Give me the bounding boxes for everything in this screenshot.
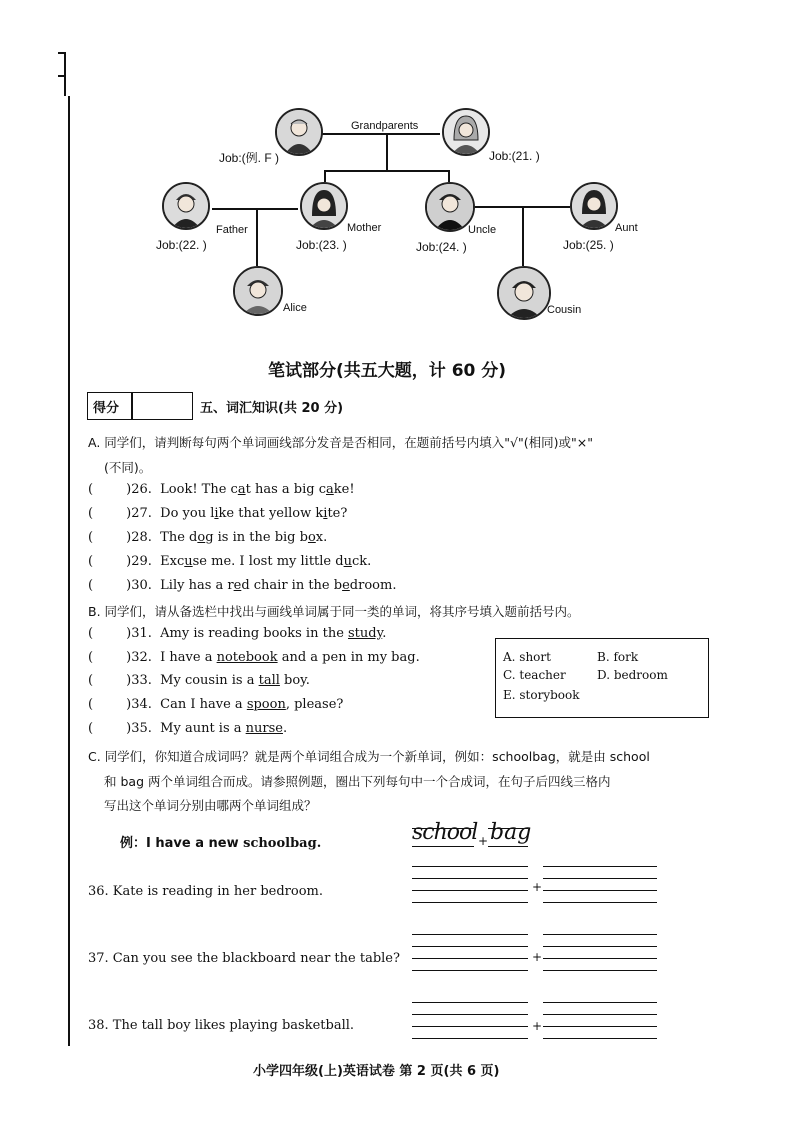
- example-sentence: 例：I have a new schoolbag.: [120, 836, 322, 851]
- question-29: ( )29. Excuse me. I lost my little duck.: [88, 554, 372, 569]
- answer-paren-32[interactable]: (: [88, 650, 127, 665]
- question-34: ( )34. Can I have a spoon, please?: [88, 697, 344, 712]
- section5-title: 五、词汇知识(共 20 分): [200, 401, 344, 416]
- option-d: D. bedroom: [597, 668, 668, 682]
- example-part2: bag: [490, 820, 532, 845]
- option-a: A. short: [503, 650, 551, 664]
- q38-line-left-1[interactable]: [412, 1002, 528, 1003]
- tree-line-grandparents-down: [386, 133, 388, 171]
- question-37: 37. Can you see the blackboard near the table?: [88, 951, 400, 966]
- question-38: 38. The tall boy likes playing basketball.: [88, 1018, 355, 1033]
- question-32: ( )32. I have a notebook and a pen in my bag.: [88, 650, 420, 665]
- q38-plus: +: [532, 1019, 543, 1033]
- tree-line-grandparents: [318, 133, 440, 135]
- q37-line-right-1[interactable]: [543, 934, 657, 935]
- grandfather-job: Job:(例. F ): [219, 151, 280, 165]
- answer-paren-29[interactable]: (: [88, 554, 127, 569]
- q37-line-left-2[interactable]: [412, 946, 528, 947]
- q37-line-right-3[interactable]: [543, 958, 657, 959]
- mother-label: Mother: [347, 222, 382, 234]
- option-c: C. teacher: [503, 668, 566, 682]
- q38-line-right-1[interactable]: [543, 1002, 657, 1003]
- q36-line-left-4[interactable]: [412, 902, 528, 903]
- answer-paren-26[interactable]: (: [88, 482, 127, 497]
- q36-line-right-1[interactable]: [543, 866, 657, 867]
- alice-avatar-icon: [233, 266, 283, 316]
- uncle-job: Job:(24. ): [416, 240, 467, 254]
- answer-paren-33[interactable]: (: [88, 673, 127, 688]
- tree-line-children: [324, 170, 448, 172]
- binding-mark-top-vertical: [64, 52, 66, 96]
- q37-line-right-4[interactable]: [543, 970, 657, 971]
- answer-paren-31[interactable]: (: [88, 626, 127, 641]
- question-33: ( )33. My cousin is a tall boy.: [88, 673, 310, 688]
- grandmother-avatar-icon: [442, 108, 490, 156]
- partA-instruction-2: (不同)。: [104, 460, 152, 475]
- binding-mark-mid: [58, 75, 66, 77]
- answer-paren-34[interactable]: (: [88, 697, 127, 712]
- q37-line-left-3[interactable]: [412, 958, 528, 959]
- grandfather-avatar-icon: [275, 108, 323, 156]
- grandparents-label: Grandparents: [351, 120, 419, 132]
- example-line-4: [488, 846, 528, 847]
- q36-line-left-3[interactable]: [412, 890, 528, 891]
- q36-line-left-2[interactable]: [412, 878, 528, 879]
- score-label: 得分: [93, 401, 120, 416]
- answer-paren-35[interactable]: (: [88, 721, 127, 736]
- tree-line-uncle-down: [448, 170, 450, 182]
- q36-line-right-4[interactable]: [543, 902, 657, 903]
- question-26: ( )26. Look! The cat has a big cake!: [88, 482, 355, 497]
- tree-line-mother-down: [324, 170, 326, 182]
- aunt-job: Job:(25. ): [563, 238, 614, 252]
- alice-label: Alice: [283, 302, 307, 314]
- father-avatar-icon: [162, 182, 210, 230]
- q38-line-right-2[interactable]: [543, 1014, 657, 1015]
- father-label: Father: [216, 224, 248, 236]
- example-part1: school: [412, 820, 478, 845]
- example-line-2: [412, 846, 474, 847]
- q37-line-left-4[interactable]: [412, 970, 528, 971]
- aunt-label: Aunt: [615, 222, 638, 234]
- partC-instruction-2: 和 bag 两个单词组合而成。请参照例题，圈出下列每句中一个合成词，在句子后四线三格内: [104, 774, 611, 789]
- q36-line-left-1[interactable]: [412, 866, 528, 867]
- option-e: E. storybook: [503, 688, 580, 702]
- q36-line-right-3[interactable]: [543, 890, 657, 891]
- partC-instruction-1: C. 同学们，你知道合成词吗？就是两个单词组合成为一个新单词，例如：schoolbag，就是由 school: [88, 749, 650, 764]
- binding-margin-line: [68, 96, 70, 1046]
- tree-line-cousin-down: [522, 206, 524, 266]
- question-28: ( )28. The dog is in the big box.: [88, 530, 328, 545]
- score-box-divider: [131, 392, 133, 420]
- q36-line-right-2[interactable]: [543, 878, 657, 879]
- question-27: ( )27. Do you like that yellow kite?: [88, 506, 348, 521]
- written-section-title: 笔试部分(共五大题，计 60 分): [268, 361, 507, 381]
- q37-line-left-1[interactable]: [412, 934, 528, 935]
- question-35: ( )35. My aunt is a nurse.: [88, 721, 288, 736]
- cousin-label: Cousin: [547, 304, 582, 316]
- partB-instruction: B. 同学们，请从备选栏中找出与画线单词属于同一类的单词，将其序号填入题前括号内。: [88, 604, 580, 619]
- page-footer: 小学四年级(上)英语试卷 第 2 页(共 6 页): [253, 1064, 500, 1079]
- tree-line-alice-down: [256, 208, 258, 266]
- answer-paren-27[interactable]: (: [88, 506, 127, 521]
- tree-line-father-mother: [212, 208, 298, 210]
- q37-plus: +: [532, 950, 543, 964]
- mother-avatar-icon: [300, 182, 348, 230]
- q38-line-left-2[interactable]: [412, 1014, 528, 1015]
- option-b: B. fork: [597, 650, 639, 664]
- answer-paren-30[interactable]: (: [88, 578, 127, 593]
- q36-plus: +: [532, 880, 543, 894]
- grandmother-job: Job:(21. ): [489, 149, 540, 163]
- q38-line-left-3[interactable]: [412, 1026, 528, 1027]
- q37-line-right-2[interactable]: [543, 946, 657, 947]
- uncle-label: Uncle: [468, 224, 497, 236]
- question-31: ( )31. Amy is reading books in the study.: [88, 626, 387, 641]
- q38-line-right-4[interactable]: [543, 1038, 657, 1039]
- question-36: 36. Kate is reading in her bedroom.: [88, 884, 323, 899]
- father-job: Job:(22. ): [156, 238, 207, 252]
- partC-instruction-3: 写出这个单词分别由哪两个单词组成？: [104, 798, 317, 813]
- cousin-avatar-icon: [497, 266, 551, 320]
- mother-job: Job:(23. ): [296, 238, 347, 252]
- example-plus: +: [478, 834, 489, 848]
- q38-line-right-3[interactable]: [543, 1026, 657, 1027]
- q38-line-left-4[interactable]: [412, 1038, 528, 1039]
- answer-paren-28[interactable]: (: [88, 530, 127, 545]
- question-30: ( )30. Lily has a red chair in the bedroom.: [88, 578, 397, 593]
- aunt-avatar-icon: [570, 182, 618, 230]
- partA-instruction-1: A. 同学们，请判断每句两个单词画线部分发音是否相同，在题前括号内填入"√"(相同)或"×": [88, 435, 593, 450]
